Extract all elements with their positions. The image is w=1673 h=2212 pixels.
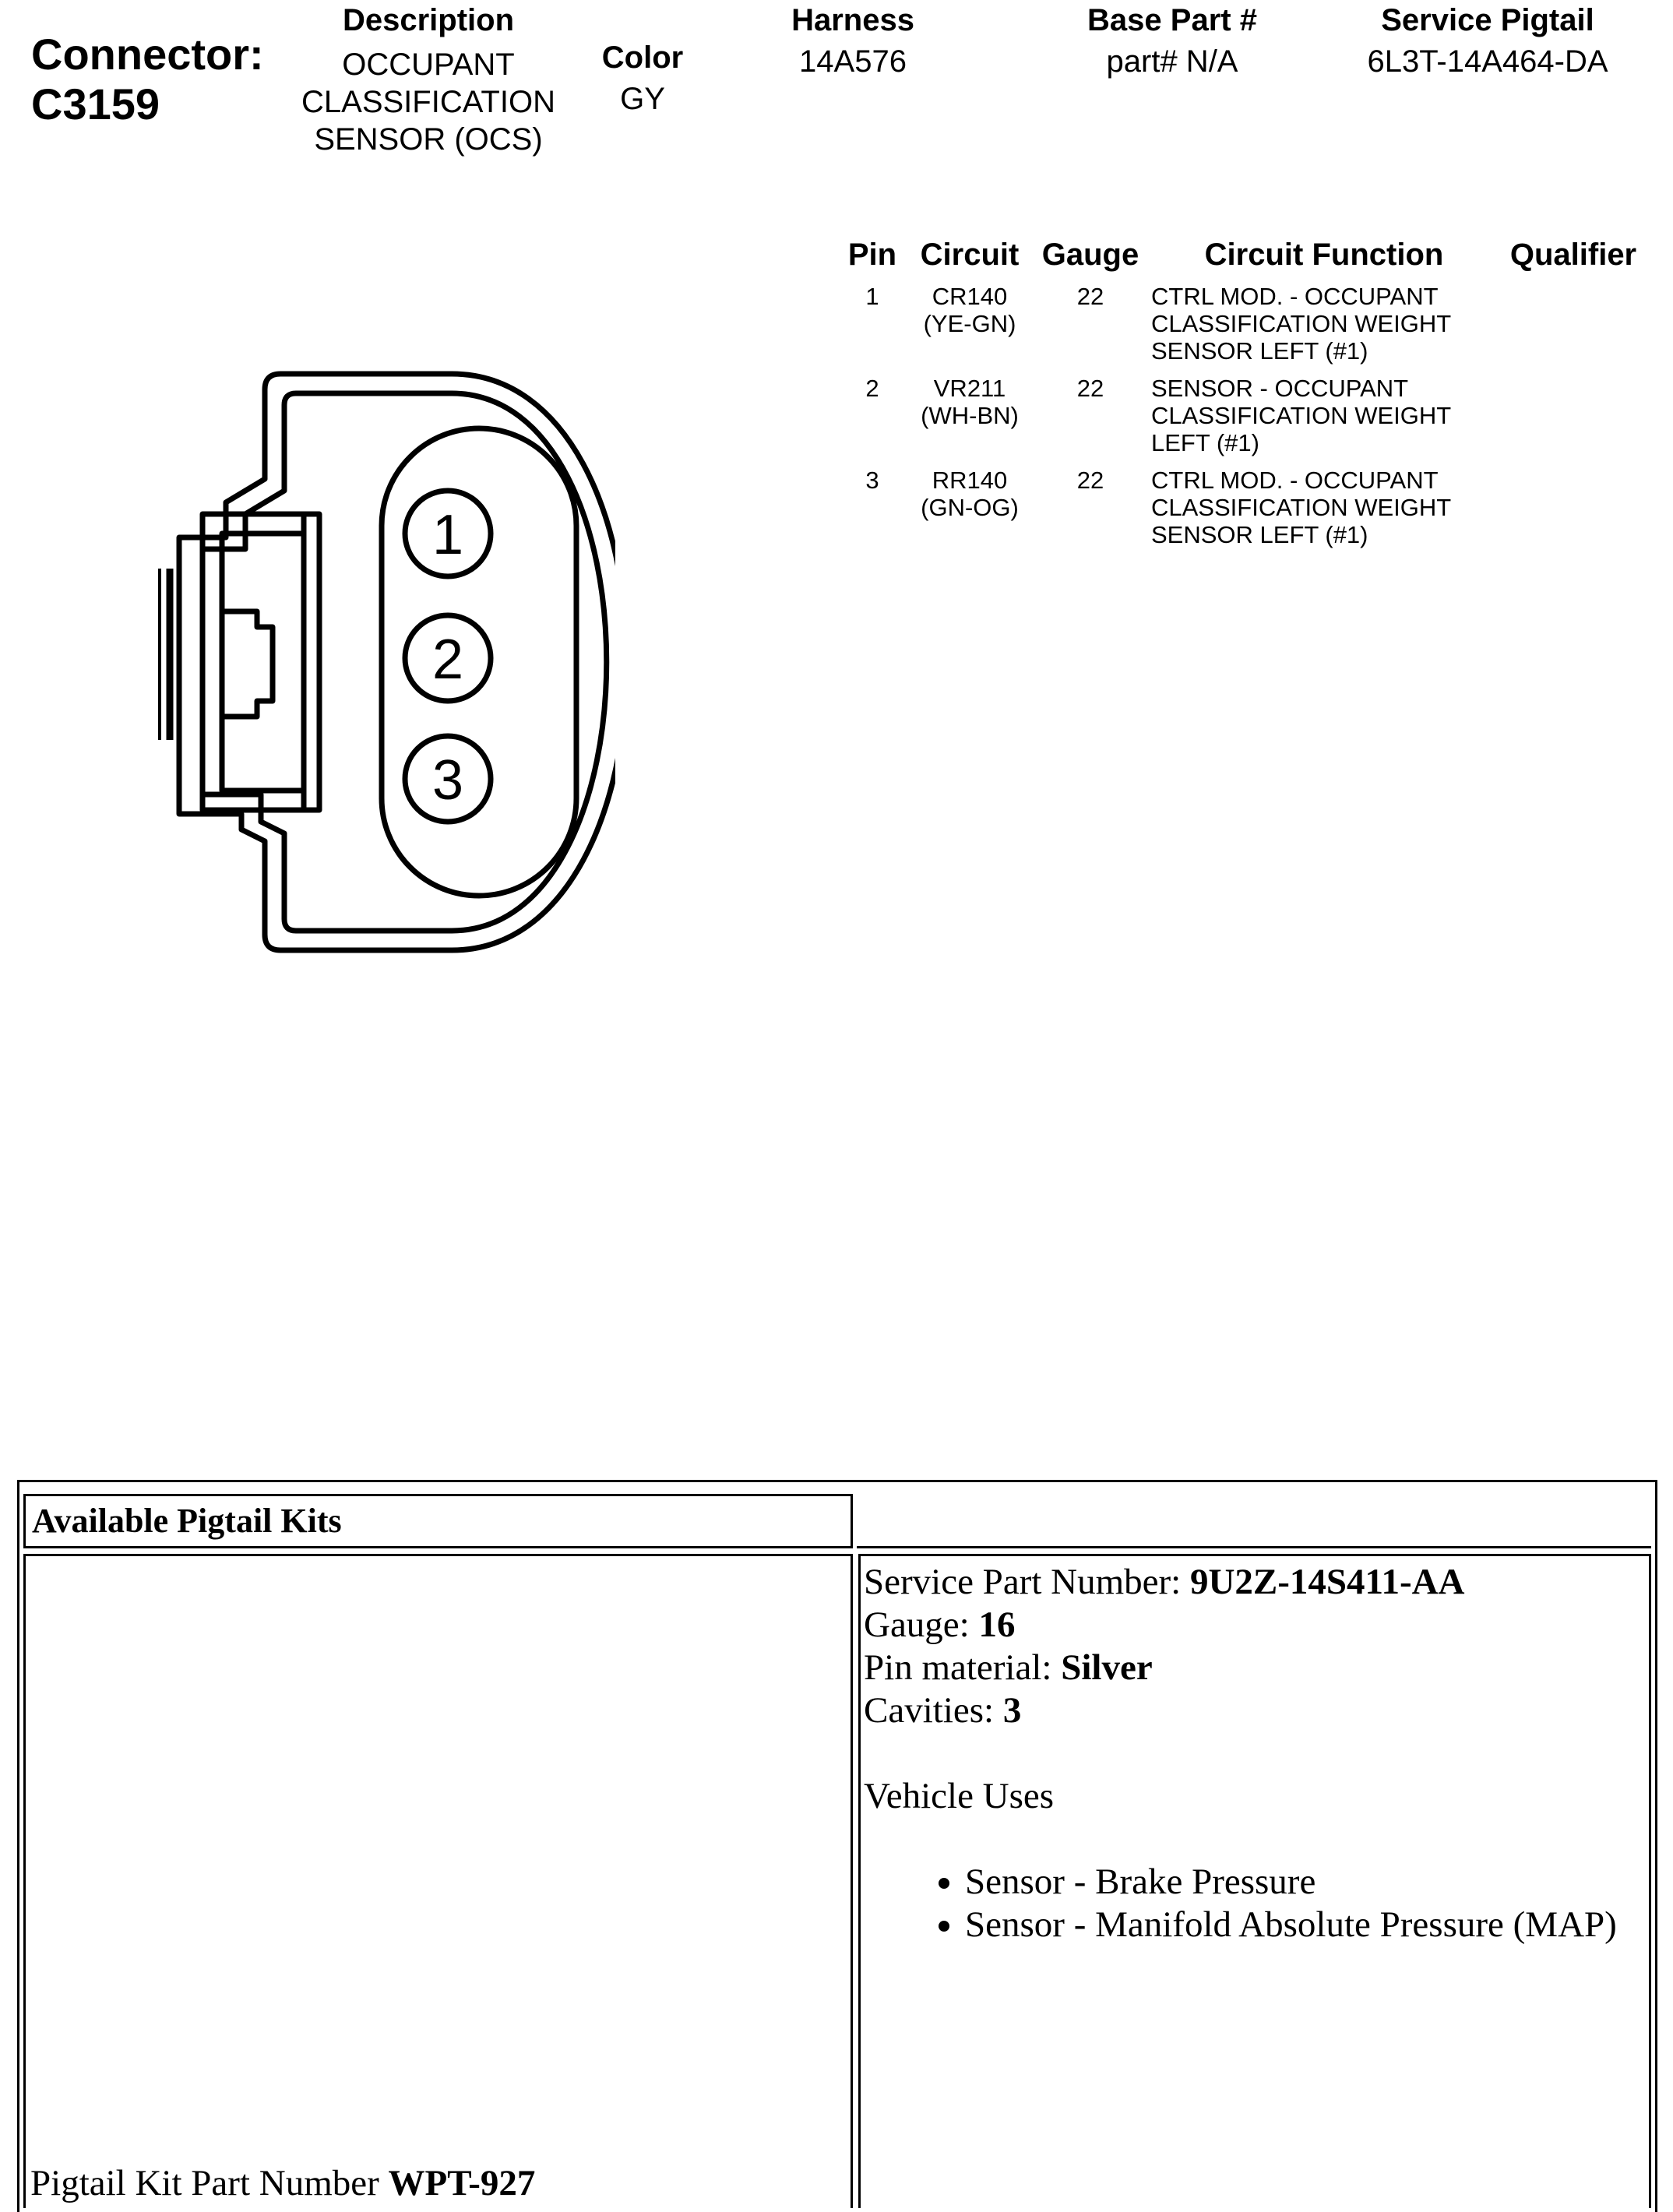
pin-cell: 3 — [865, 467, 879, 494]
pigtail-kits-title-cell — [23, 1494, 853, 1548]
col-header-function: Circuit Function — [1204, 238, 1444, 272]
pin-cell: 1 — [865, 283, 879, 310]
function-line: CLASSIFICATION WEIGHT — [1151, 402, 1452, 429]
function-cell — [1151, 283, 1478, 365]
pin-cell: 2 — [865, 375, 879, 402]
function-line: LEFT (#1) — [1151, 429, 1259, 456]
wire-color: (GN-OG) — [921, 494, 1019, 521]
function-line: CTRL MOD. - OCCUPANT — [1151, 467, 1439, 494]
pin-number-3: 3 — [431, 749, 464, 812]
function-cell — [1151, 375, 1478, 456]
latch-rail — [304, 514, 319, 810]
function-line: CLASSIFICATION WEIGHT — [1151, 310, 1452, 337]
color-column — [580, 41, 705, 118]
circuit-id: VR211 — [933, 375, 1006, 402]
latch-tab — [222, 611, 273, 717]
function-line: CTRL MOD. - OCCUPANT — [1151, 283, 1439, 310]
description-header: Description — [342, 3, 515, 37]
function-line: SENSOR - OCCUPANT — [1151, 375, 1409, 402]
pigtail-kit-part-number — [30, 2162, 535, 2205]
latch-inner — [222, 534, 304, 791]
description-value — [288, 46, 569, 158]
description-line: SENSOR (OCS) — [314, 122, 543, 157]
gauge-label: Gauge: — [864, 1604, 979, 1645]
pin-number-2: 2 — [431, 629, 464, 691]
description-line: OCCUPANT — [342, 48, 515, 82]
connector-face-diagram — [148, 358, 615, 958]
pin-number-1: 1 — [431, 504, 464, 566]
connector-label: Connector: — [31, 30, 264, 79]
list-item: • Sensor - Manifold Absolute Pressure (MAP) — [965, 1904, 1643, 1946]
kit-part-label: Pigtail Kit Part Number — [30, 2163, 389, 2203]
service-part-number — [864, 1561, 1646, 1604]
cavities-label: Cavities: — [864, 1690, 1003, 1731]
vehicle-uses-list — [864, 1861, 1643, 1946]
gauge-cell: 22 — [1076, 375, 1104, 402]
pigtail-kit-image-cell — [23, 1554, 853, 2208]
pigtail-kit-details-cell — [858, 1554, 1651, 2208]
circuit-id: RR140 — [932, 467, 1008, 494]
pin-material — [864, 1647, 1646, 1689]
wire-color: (YE-GN) — [923, 310, 1016, 337]
function-line: SENSOR LEFT (#1) — [1151, 337, 1368, 365]
service-part-label: Service Part Number: — [864, 1562, 1190, 1602]
cavity-area — [382, 428, 576, 896]
service-pigtail-header: Service Pigtail — [1381, 3, 1594, 37]
circuit-id: CR140 — [932, 283, 1008, 310]
harness-header: Harness — [791, 3, 914, 37]
function-line: SENSOR LEFT (#1) — [1151, 521, 1368, 548]
col-header-pin: Pin — [847, 238, 897, 272]
wire-color: (WH-BN) — [921, 402, 1019, 429]
service-part-value: 9U2Z-14S411-AA — [1189, 1562, 1465, 1602]
cavities-value: 3 — [1002, 1690, 1022, 1731]
base-part-value: part# N/A — [1106, 44, 1238, 79]
kit-part-value: WPT-927 — [388, 2163, 536, 2203]
color-header: Color — [601, 41, 684, 75]
function-line: CLASSIFICATION WEIGHT — [1151, 494, 1452, 521]
vehicle-uses-label: Vehicle Uses — [864, 1776, 1055, 1816]
color-value: GY — [620, 82, 665, 116]
col-header-circuit: Circuit — [920, 238, 1020, 272]
circuit-cell — [911, 283, 1028, 337]
gauge-cell: 22 — [1076, 467, 1104, 494]
harness-value: 14A576 — [799, 44, 907, 79]
latch-outer — [203, 514, 304, 810]
circuit-cell — [911, 375, 1028, 429]
pigtail-kit-details — [861, 1556, 1649, 1951]
service-pigtail-value: 6L3T-14A464-DA — [1367, 44, 1608, 79]
circuit-cell — [911, 467, 1028, 521]
function-cell — [1151, 467, 1478, 548]
pigtail-kits-title-spacer — [857, 1494, 1651, 1548]
gauge-value: 16 — [978, 1604, 1016, 1645]
description-column — [288, 3, 569, 158]
harness-column — [748, 3, 958, 80]
list-item: • Sensor - Brake Pressure — [965, 1861, 1643, 1904]
connector-id: C3159 — [31, 79, 160, 129]
connector-title — [31, 30, 264, 129]
kit-gauge — [864, 1604, 1646, 1647]
pin-material-value: Silver — [1061, 1647, 1153, 1688]
description-line: CLASSIFICATION — [301, 85, 555, 119]
base-part-header: Base Part # — [1087, 3, 1257, 37]
col-header-qualifier: Qualifier — [1509, 238, 1637, 272]
base-part-column — [1044, 3, 1301, 80]
cavities — [864, 1689, 1646, 1732]
pigtail-kits-title: Available Pigtail Kits — [32, 1502, 342, 1540]
col-header-gauge: Gauge — [1041, 238, 1139, 272]
pin-material-label: Pin material: — [864, 1647, 1062, 1688]
service-pigtail-column — [1347, 3, 1628, 80]
gauge-cell: 22 — [1076, 283, 1104, 310]
